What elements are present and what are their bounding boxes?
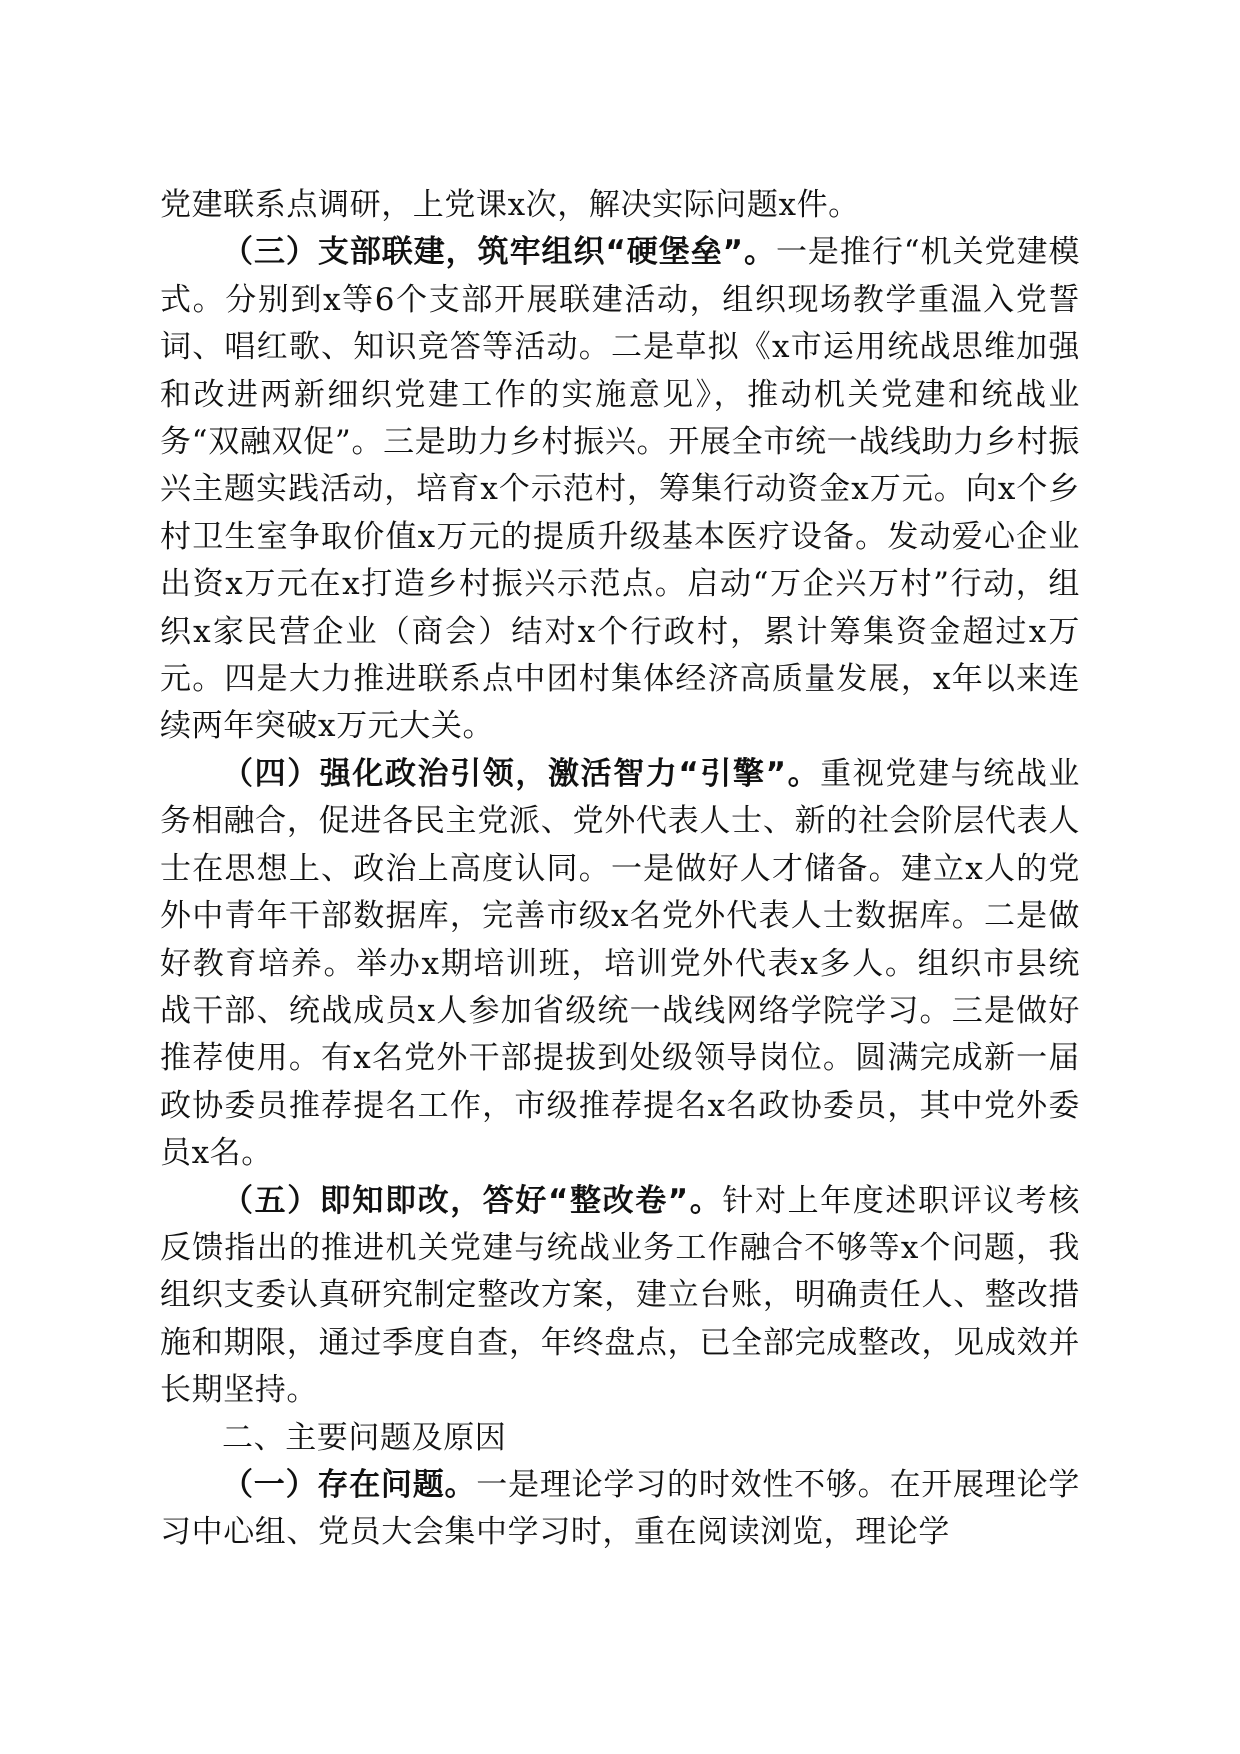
paragraph-section-5	[160, 1178, 1080, 1415]
paragraph-section-3	[160, 229, 1080, 750]
paragraph-text: 党建联系点调研，上党课x次，解决实际问题x件。	[160, 187, 860, 223]
paragraph-lead: （一）存在问题。	[222, 1466, 477, 1503]
paragraph-lead: （四）强化政治引领，激活智力“引擎”。	[222, 755, 821, 792]
paragraph-text: 针对上年度述职评议考核反馈指出的推进机关党建与统战业务工作融合不够等x个问题，我组织支委认真研究制定整改方案，建立台账，明确责任人、整改措施和期限，通过季度自查，年终盘点，已全部完成整改，见成效并长期坚持。	[160, 1182, 1080, 1409]
paragraph-section-4	[160, 751, 1080, 1178]
paragraph-text: 一是理论学习的时效性不够。在开展理论学习中心组、党员大会集中学习时，重在阅读浏览，理论学	[160, 1466, 1080, 1551]
document-body	[160, 182, 1080, 1557]
paragraph-lead: （五）即知即改，答好“整改卷”。	[222, 1182, 723, 1219]
paragraph-text: 一是推行“机关党建模式。分别到x等6个支部开展联建活动，组织现场教学重温入党誓词、唱红歌、知识竞答等活动。二是草拟《x市运用统战思维加强和改进两新细织党建工作的实施意见》，推动机关党建和统战业务“双融双促”。三是助力乡村振兴。开展全市统一战线助力乡村振兴主题实践活动，培育x个示范村，筹集行动资金x万元。向x个乡村卫生室争取价值x万元的提质升级基本医疗设备。发动爱心企业出资x万元在x打造乡村振兴示范点。启动“万企兴万村”行动，组织x家民营企业（商会）结对x个行政村，累计筹集资金超过x万元。四是大力推进联系点中团村集体经济高质量发展，x年以来连续两年突破x万元大关。	[160, 234, 1080, 745]
section-heading: 二、主要问题及原因	[222, 1419, 507, 1456]
paragraph-problems	[160, 1462, 1080, 1557]
paragraph-lead: （三）支部联建，筑牢组织“硬堡垒”。	[222, 234, 776, 271]
paragraph-text: 重视党建与统战业务相融合，促进各民主党派、党外代表人士、新的社会阶层代表人士在思想上、政治上高度认同。一是做好人才储备。建立x人的党外中青年干部数据库，完善市级x名党外代表人士数据库。二是做好教育培养。举办x期培训班，培训党外代表x多人。组织市县统战干部、统战成员x人参加省级统一战线网络学院学习。三是做好推荐使用。有x名党外干部提拔到处级领导岗位。圆满完成新一届政协委员推荐提名工作，市级推荐提名x名政协委员，其中党外委员x名。	[160, 755, 1080, 1172]
paragraph-continuation	[160, 182, 1080, 229]
